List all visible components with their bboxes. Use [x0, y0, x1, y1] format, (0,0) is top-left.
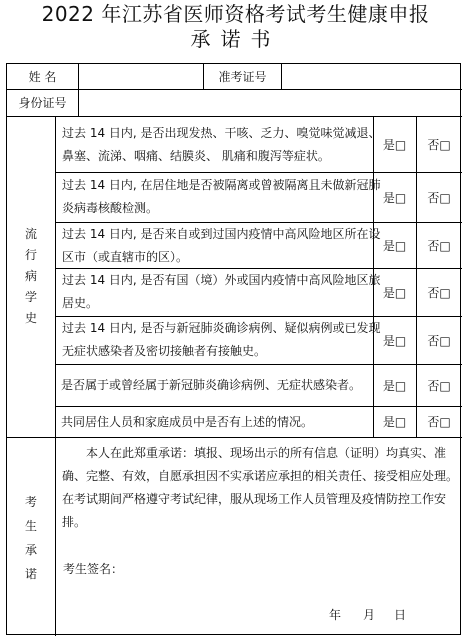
question-7: 共同居住人员和家庭成员中是否有上述的情况。	[61, 414, 314, 429]
no-checkbox-1[interactable]: 否□	[427, 137, 451, 152]
name-field[interactable]	[79, 64, 203, 89]
id-number-label: 身份证号	[18, 96, 67, 110]
date-day: 日	[394, 608, 407, 622]
label-char: 诺	[24, 567, 37, 581]
col-divider	[55, 116, 56, 636]
label-char: 流	[24, 227, 37, 241]
date-year: 年	[329, 608, 342, 622]
label-char: 病	[24, 269, 37, 283]
question-6: 是否属于或曾经属于新冠肺炎确诊病例、无症状感染者。	[61, 377, 362, 392]
name-label: 姓 名	[28, 69, 57, 84]
epidemiological-history-label	[24, 224, 38, 329]
date-month: 月	[363, 608, 376, 622]
no-checkbox-5[interactable]: 否□	[427, 333, 451, 348]
document-title: 2022 年江苏省医师资格考试考生健康申报	[41, 2, 430, 26]
yes-checkbox-3[interactable]: 是□	[382, 238, 407, 253]
document-subtitle: 承诺书	[190, 27, 281, 51]
row-divider	[7, 437, 462, 438]
no-checkbox-3[interactable]: 否□	[427, 238, 451, 253]
yes-checkbox-6[interactable]: 是□	[382, 378, 407, 393]
commitment-text: 本人在此郑重承诺：填报、现场出示的所有信息（证明）均真实、准确、完整、有效，自愿承担因不实承诺应承担的相关责任、接受相应处理。在考试期间严格遵守考试纪律，服从现场工作人员管理及疫情防控工作安排。	[62, 446, 459, 529]
yes-checkbox-1[interactable]: 是□	[382, 137, 407, 152]
question-1: 过去 14 日内, 是否出现发热、干咳、乏力、嗅觉味觉减退、鼻塞、流涕、咽痛、结膜炎、 肌痛和腹泻等症状。	[62, 126, 381, 163]
signature-field[interactable]	[125, 558, 325, 580]
no-checkbox-2[interactable]: 否□	[427, 190, 451, 205]
question-4: 过去 14 日内, 是否有国（境）外或国内疫情中高风险地区旅居史。	[62, 273, 381, 310]
no-checkbox-6[interactable]: 否□	[427, 378, 451, 393]
exam-number-label: 准考证号	[218, 69, 267, 84]
exam-number-field[interactable]	[282, 64, 460, 89]
commitment-label	[24, 490, 38, 586]
no-checkbox-7[interactable]: 否□	[427, 415, 451, 429]
label-char: 承	[24, 543, 37, 557]
question-5: 过去 14 日内, 是否与新冠肺炎确诊病例、疑似病例或已发现无症状感染者及密切接触者有接触史。	[62, 321, 381, 358]
label-char: 行	[24, 248, 37, 262]
question-3: 过去 14 日内, 是否来自或到过国内疫情中高风险地区所在设区市（或直辖市的区）。	[62, 227, 381, 264]
label-char: 史	[24, 311, 37, 325]
signature-label: 考生签名：	[63, 562, 124, 576]
yes-checkbox-5[interactable]: 是□	[382, 333, 407, 348]
label-char: 学	[24, 290, 37, 304]
label-char: 考	[24, 495, 37, 509]
yes-checkbox-7[interactable]: 是□	[382, 415, 407, 429]
declaration-form	[6, 63, 461, 635]
yes-checkbox-2[interactable]: 是□	[382, 190, 407, 205]
yes-checkbox-4[interactable]: 是□	[382, 285, 407, 300]
question-2: 过去 14 日内, 在居住地是否被隔离或曾被隔离且未做新冠肺炎病毒核酸检测。	[62, 178, 381, 215]
label-char: 生	[24, 519, 37, 533]
no-checkbox-4[interactable]: 否□	[427, 285, 451, 300]
id-number-field[interactable]	[79, 90, 460, 116]
